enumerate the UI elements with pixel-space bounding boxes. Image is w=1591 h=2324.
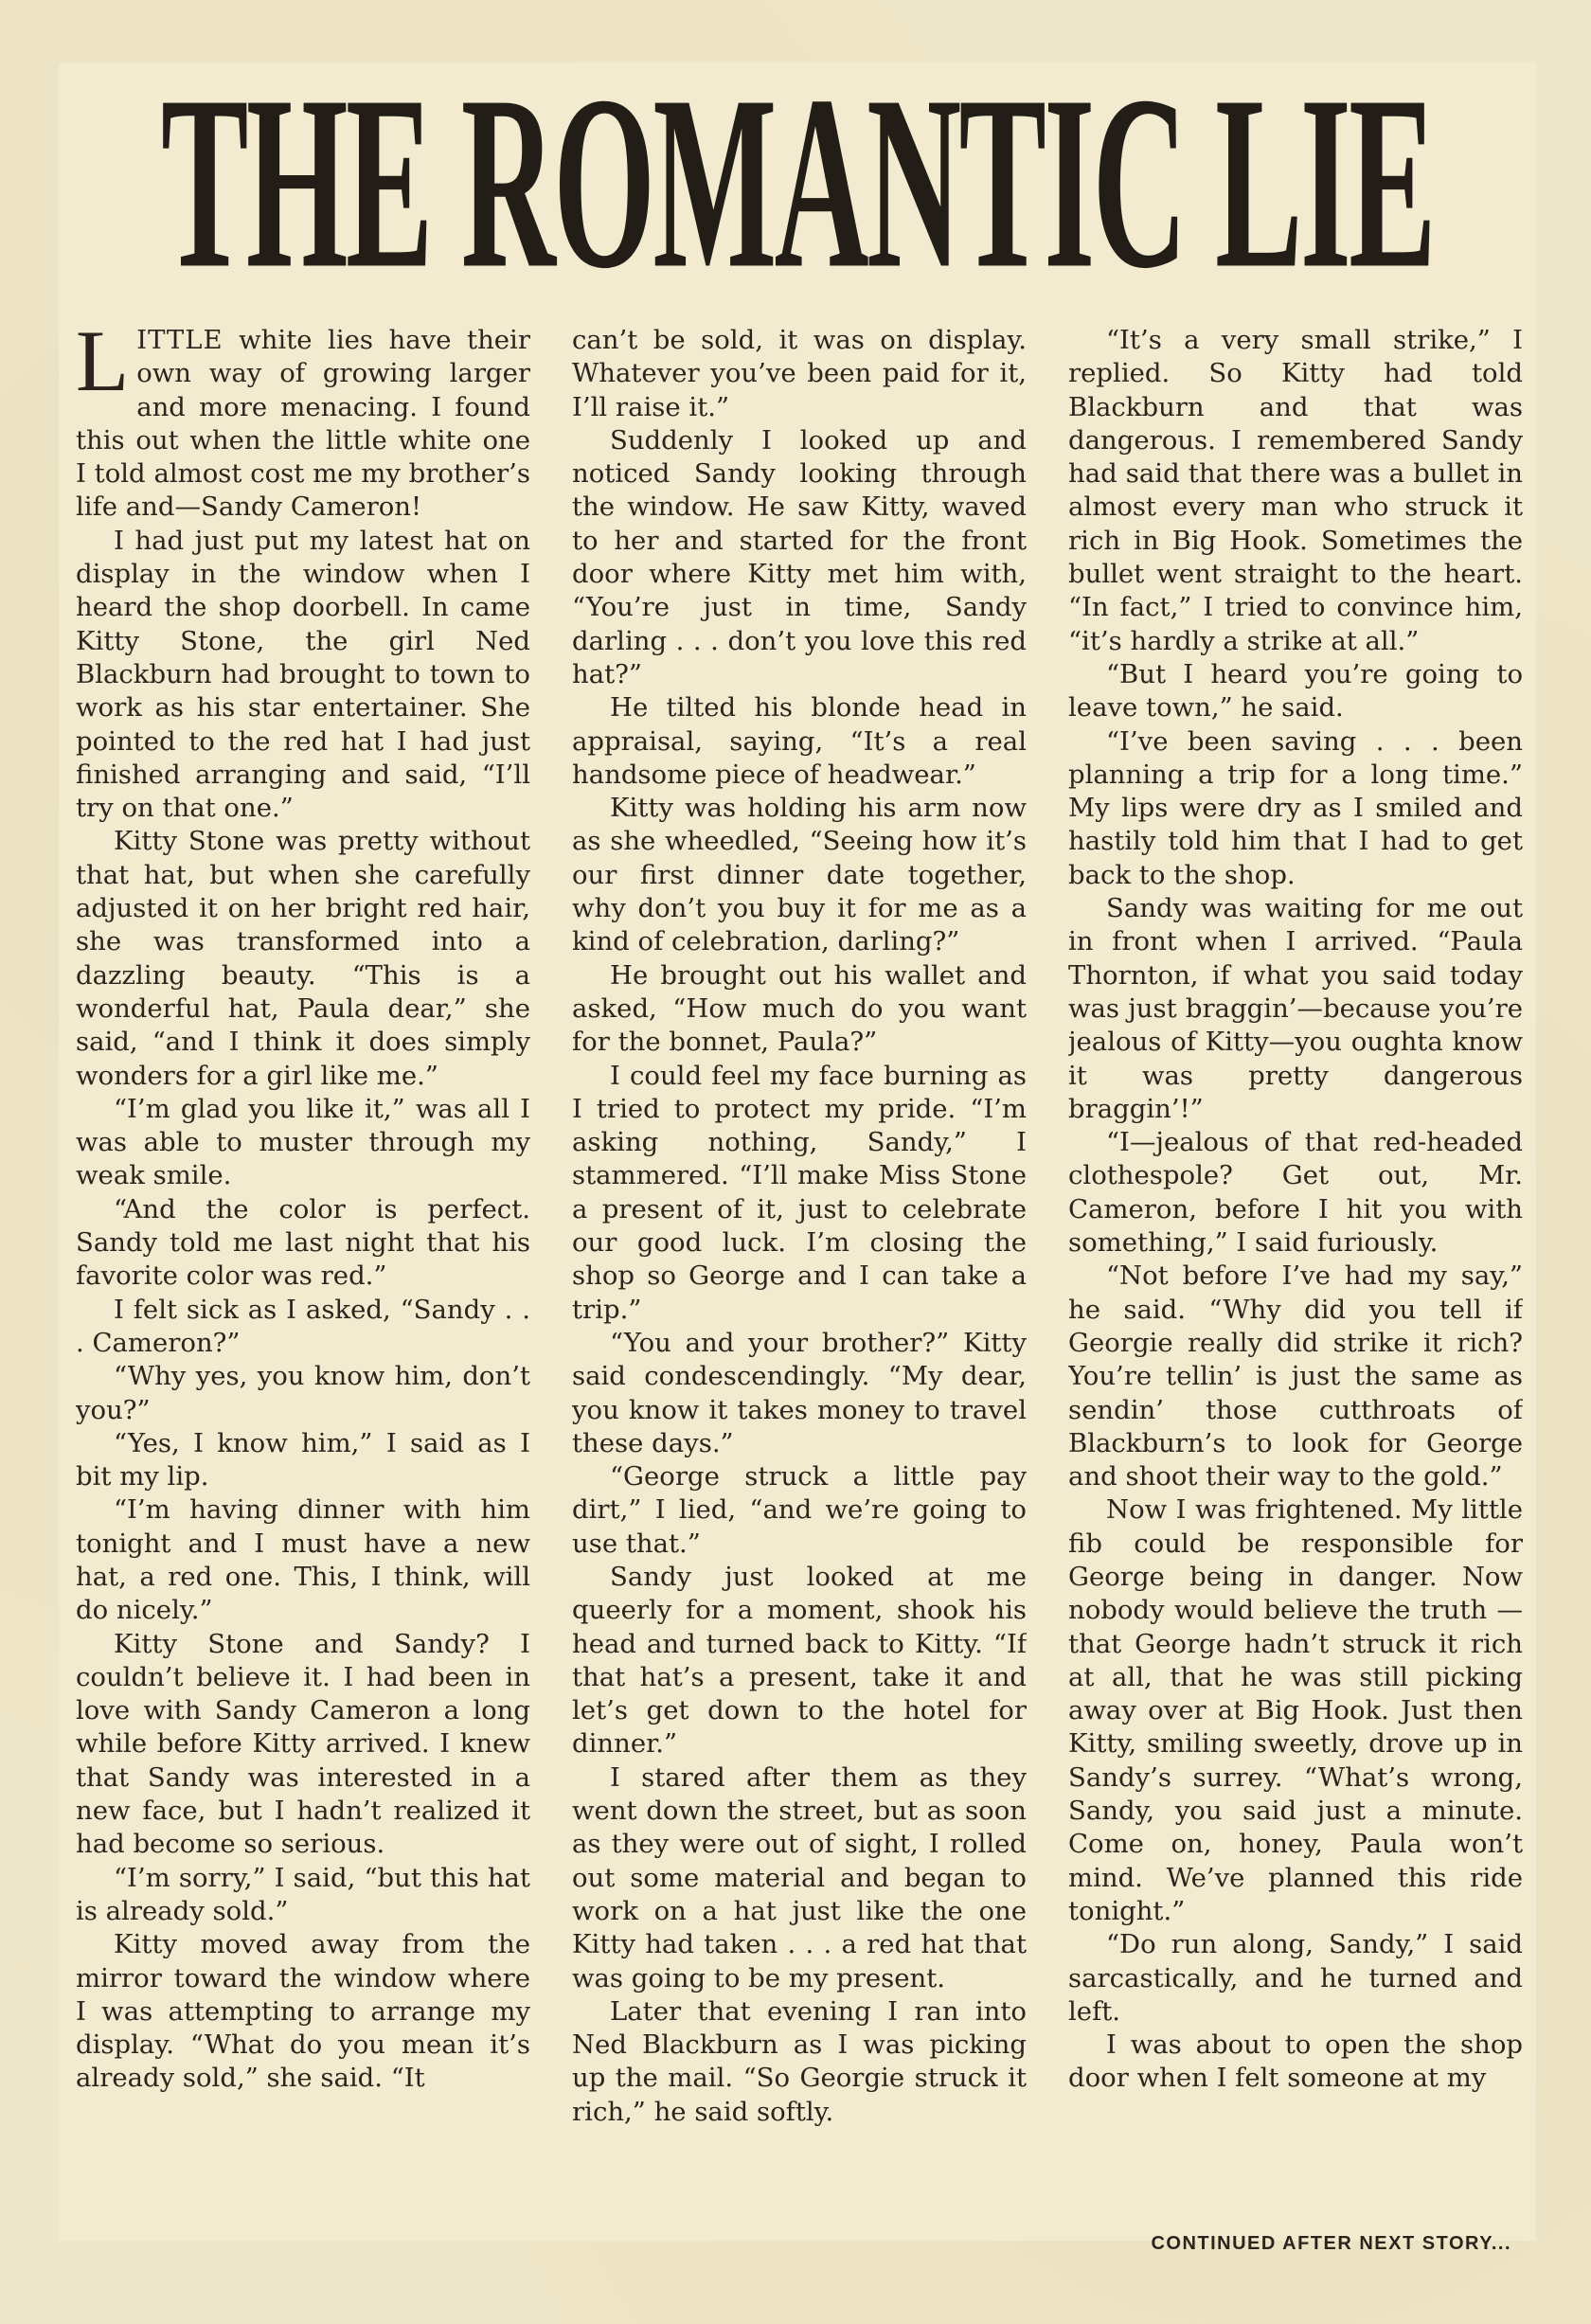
paragraph: Suddenly I looked up and noticed Sandy looking through the window. He saw Kitty, waved to her and started for the front door where Kitty met him with, “You’re just in time, Sandy darling . . . don’t you love this red hat?”: [572, 424, 1027, 689]
paragraph: “Not before I’ve had my say,” he said. “Why did you tell if Georgie really did strike it rich? You’re tellin’ is just the same as sendin’ those cutthroats of Blackburn’s to look for George and shoot their way to the gold.”: [1068, 1260, 1523, 1493]
paragraph: “Do run along, Sandy,” I said sarcastically, and he turned and left.: [1068, 1929, 1523, 2027]
paragraph: Later that evening I ran into Ned Blackburn as I was picking up the mail. “So Georgie struck it rich,” he said softly.: [572, 1995, 1027, 2127]
lead-word: ITTLE: [136, 325, 223, 355]
paragraph: Kitty was holding his arm now as she wheedled, “Seeing how it’s our first dinner date together, why don’t you buy it for me as a kind of celebration, darling?”: [572, 793, 1027, 957]
paragraph: “I’m having dinner with him tonight and I must have a new hat, a red one. This, I think, will do nicely.”: [76, 1494, 530, 1626]
paragraph: [76, 324, 530, 525]
column-2: [572, 324, 1027, 2180]
paragraph: “And the color is perfect. Sandy told me last night that his favorite color was red.”: [76, 1193, 530, 1292]
paragraph: Now I was frightened. My little fib could be responsible for George being in danger. Now nobody would believe the truth — that George hadn’t struck it rich at all, that he was still picking away over at Big Hook. Just then Kitty, smiling sweetly, drove up in Sandy’s surrey. “What’s wrong, Sandy, you said just a minute. Come on, honey, Paula won’t mind. We’ve planned this ride tonight.”: [1068, 1494, 1523, 1926]
paragraph: “I’m glad you like it,” was all I was able to muster through my weak smile.: [76, 1093, 530, 1191]
paragraph: I stared after them as they went down the street, but as soon as they were out of sight, I rolled out some material and began to work on a hat just like the one Kitty had taken . . . a red hat that was going to be my present.: [572, 1761, 1027, 1993]
paragraph-text: white lies have their own way of growing larger and more menacing. I found this out when the little white one I told almost cost me my brother’s life and—Sandy Cameron!: [76, 325, 530, 523]
paragraph: Sandy was waiting for me out in front when I arrived. “Paula Thornton, if what you said today was just braggin’—because you’re jealous of Kitty—you oughta know it was pretty dangerous braggin’!”: [1068, 893, 1523, 1124]
paragraph: can’t be sold, it was on display. Whatever you’ve been paid for it, I’ll raise it.”: [572, 325, 1027, 422]
continued-note: CONTINUED AFTER NEXT STORY...: [1151, 2233, 1511, 2254]
paragraph: Kitty Stone was pretty without that hat, but when she carefully adjusted it on her bright red hair, she was transformed into a dazzling beauty. “This is a wonderful hat, Paula dear,” she said, “and I think it does simply wonders for a girl like me.”: [76, 826, 530, 1091]
paragraph: Sandy just looked at me queerly for a moment, shook his head and turned back to Kitty. “If that hat’s a present, take it and let’s get down to the hotel for dinner.”: [572, 1561, 1027, 1760]
paragraph: “I—jealous of that red-headed clothespole? Get out, Mr. Cameron, before I hit you with something,” I said furiously.: [1068, 1127, 1523, 1259]
column-3: [1068, 324, 1523, 2180]
paragraph: “You and your brother?” Kitty said condescendingly. “My dear, you know it takes money to travel these days.”: [572, 1327, 1027, 1458]
paragraph: I was about to open the shop door when I felt someone at my: [1068, 2029, 1523, 2094]
paragraph: I felt sick as I asked, “Sandy . . . Cameron?”: [76, 1294, 530, 1358]
column-1: [76, 324, 530, 2180]
article-body: [76, 324, 1525, 2180]
paragraph: He brought out his wallet and asked, “How much do you want for the bonnet, Paula?”: [572, 959, 1027, 1058]
paragraph: “It’s a very small strike,” I replied. So Kitty had told Blackburn and that was dangerous. I remembered Sandy had said that there was a bullet in almost every man who struck it rich in Big Hook. Sometimes the bullet went straight to the heart. “In fact,” I tried to convince him, “it’s hardly a strike at all.”: [1068, 325, 1523, 656]
paragraph: “I’m sorry,” I said, “but this hat is already sold.”: [76, 1862, 530, 1926]
paragraph: “I’ve been saving . . . been planning a trip for a long time.” My lips were dry as I smiled and hastily told him that I had to get back to the shop.: [1068, 725, 1523, 890]
paragraph: I could feel my face burning as I tried to protect my pride. “I’m asking nothing, Sandy,” I stammered. “I’ll make Miss Stone a present of it, just to celebrate our good luck. I’m closing the shop so George and I can take a trip.”: [572, 1060, 1027, 1325]
paragraph: I had just put my latest hat on display in the window when I heard the shop doorbell. In came Kitty Stone, the girl Ned Blackburn had brought to town to work as his star entertainer. She pointed to the red hat I had just finished arranging and said, “I’ll try on that one.”: [76, 525, 530, 824]
article-title: THE ROMANTIC LIE: [161, 45, 1434, 320]
drop-cap: L: [76, 324, 130, 409]
paragraph: “Why yes, you know him, don’t you?”: [76, 1361, 530, 1425]
paragraph: “Yes, I know him,” I said as I bit my lip.: [76, 1427, 530, 1493]
paragraph: “George struck a little pay dirt,” I lied, “and we’re going to use that.”: [572, 1461, 1027, 1559]
paragraph: He tilted his blonde head in appraisal, saying, “It’s a real handsome piece of headwear.”: [572, 692, 1027, 790]
paragraph: “But I heard you’re going to leave town,” he said.: [1068, 658, 1523, 724]
paragraph: Kitty moved away from the mirror toward the window where I was attempting to arrange my display. “What do you mean it’s already sold,” she said. “It: [76, 1929, 530, 2094]
paragraph: Kitty Stone and Sandy? I couldn’t believe it. I had been in love with Sandy Cameron a long while before Kitty arrived. I knew that Sandy was interested in a new face, but I hadn’t realized it had become so serious.: [76, 1628, 530, 1860]
